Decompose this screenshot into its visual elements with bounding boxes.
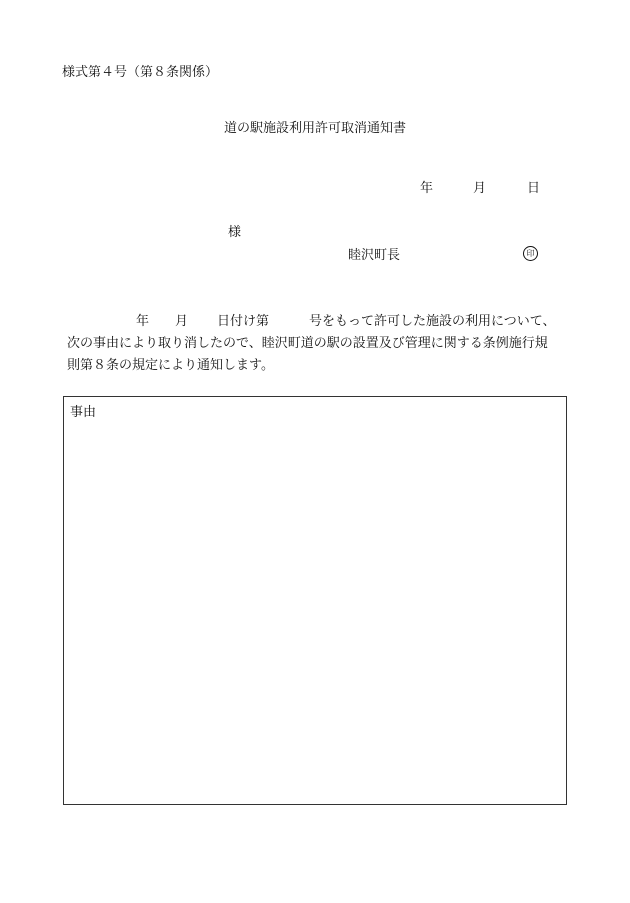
date-day-label: 日 xyxy=(527,181,541,196)
body-line-3: 則第８条の規定により通知します。 xyxy=(67,358,274,373)
form-number: 様式第４号（第８条関係） xyxy=(62,65,219,80)
reason-box xyxy=(63,396,567,805)
body-number-suffix: 号をもって許可した施設の利用について、 xyxy=(309,314,556,329)
date-month-label: 月 xyxy=(473,181,487,196)
issuer-name: 睦沢町長 xyxy=(348,248,401,263)
body-month-label: 月 xyxy=(175,314,189,329)
date-year-label: 年 xyxy=(420,181,434,196)
body-year-label: 年 xyxy=(136,314,150,329)
reason-label: 事由 xyxy=(70,405,97,420)
addressee-honorific: 様 xyxy=(228,225,242,240)
document-title: 道の駅施設利用許可取消通知書 xyxy=(223,121,406,136)
body-date-suffix: 日付け第 xyxy=(217,314,270,329)
body-line-2: 次の事由により取り消したので、睦沢町道の駅の設置及び管理に関する条例施行規 xyxy=(67,336,548,351)
seal-mark: 印 xyxy=(523,246,538,261)
